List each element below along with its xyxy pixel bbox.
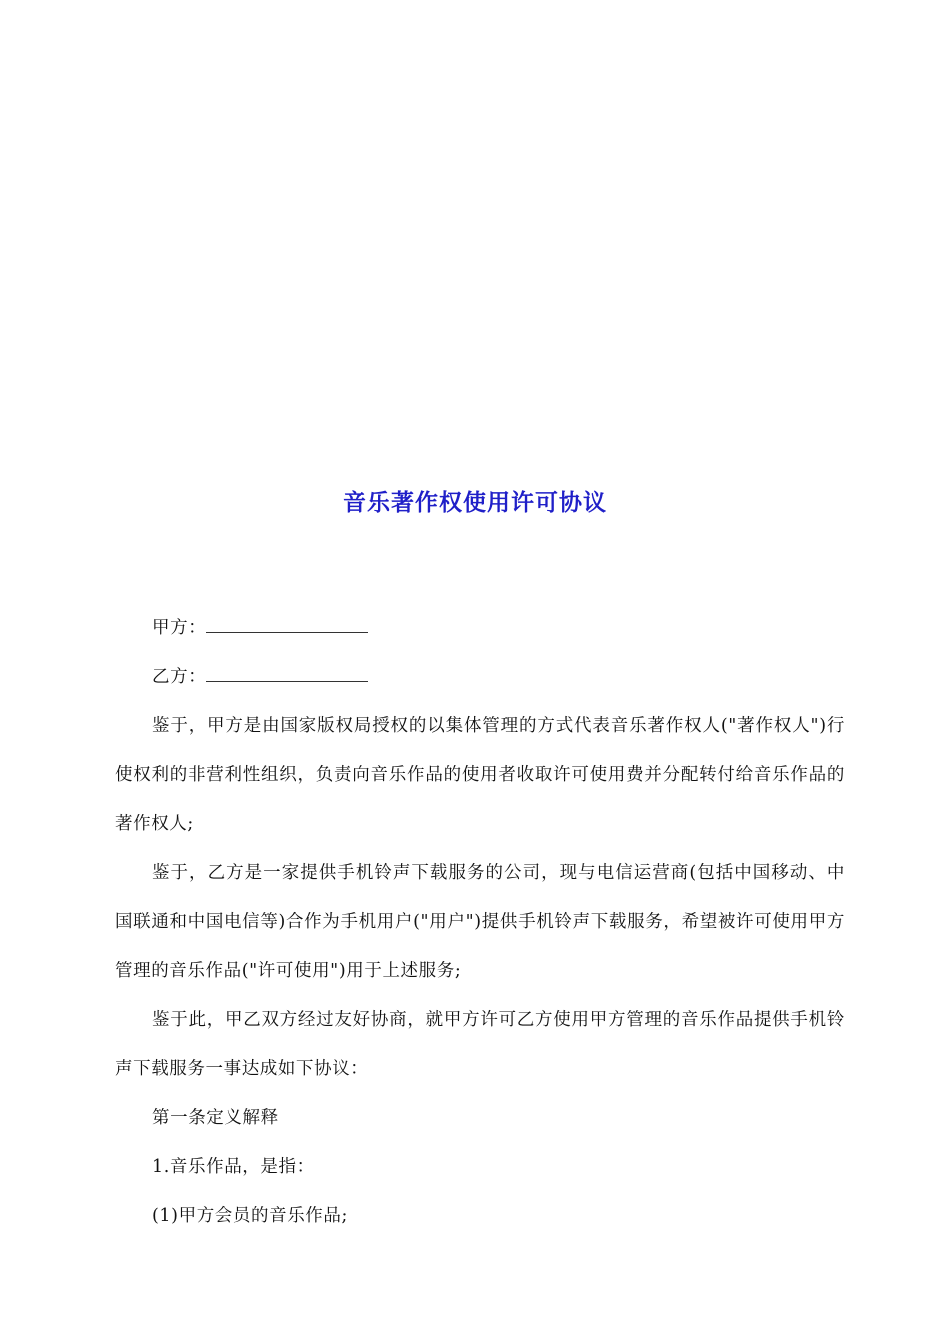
party-a-blank	[206, 618, 368, 633]
whereas-paragraph-2: 鉴于，乙方是一家提供手机铃声下载服务的公司，现与电信运营商(包括中国移动、中国联通和中国电信等)合作为手机用户("用户")提供手机铃声下载服务，希望被许可使用甲方管理的音乐作品("许可使用")用于上述服务;	[115, 863, 845, 981]
party-b-line	[115, 653, 845, 702]
whereas-paragraph-1: 鉴于，甲方是由国家版权局授权的以集体管理的方式代表音乐著作权人("著作权人")行使权利的非营利性组织，负责向音乐作品的使用者收取许可使用费并分配转付给音乐作品的著作权人;	[115, 716, 845, 834]
clause-1: 1.音乐作品，是指：	[152, 1157, 315, 1177]
party-b-label: 乙方：	[152, 667, 207, 687]
whereas-paragraph-3: 鉴于此，甲乙双方经过友好协商，就甲方许可乙方使用甲方管理的音乐作品提供手机铃声下载服务一事达成如下协议：	[115, 1010, 845, 1079]
article-1-heading: 第一条定义解释	[152, 1108, 279, 1128]
party-a-line	[115, 604, 845, 653]
party-b-blank	[206, 667, 368, 682]
party-a-label: 甲方：	[152, 618, 207, 638]
clause-1-item-1: (1)甲方会员的音乐作品;	[152, 1206, 348, 1226]
document-body	[115, 604, 845, 1241]
document-title: 音乐著作权使用许可协议	[343, 490, 607, 516]
